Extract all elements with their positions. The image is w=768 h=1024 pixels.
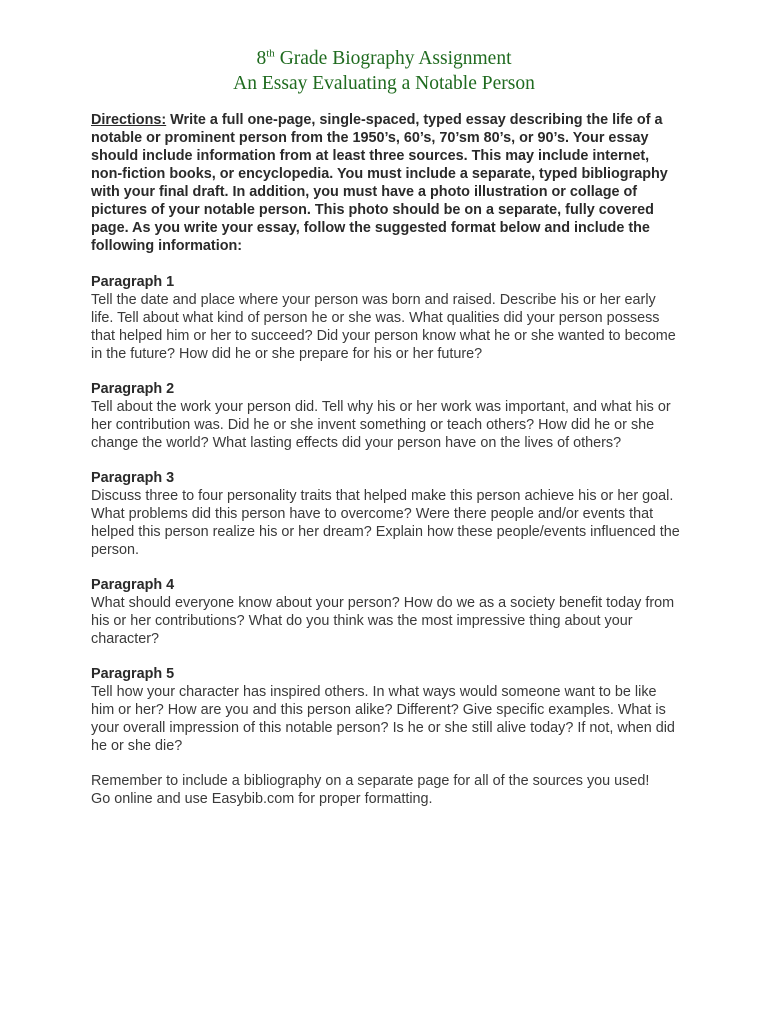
assignment-subtitle: An Essay Evaluating a Notable Person (233, 73, 535, 94)
title-text: Grade Biography Assignment (274, 48, 512, 69)
assignment-title (0, 46, 768, 71)
paragraph-body: Discuss three to four personality traits that helped make this person achieve his or her goal. What problems did this person have to overcome? Were there people and/or events that helped this person realize his or her dream? Explain how these people/events influenced the person. (91, 488, 680, 558)
directions-label: Directions: (91, 112, 167, 128)
paragraph-heading: Paragraph 3 (91, 470, 175, 486)
paragraph-heading: Paragraph 1 (91, 274, 175, 290)
paragraph-heading: Paragraph 4 (91, 577, 175, 593)
reminder-line-2: Go online and use Easybib.com for proper formatting. (91, 791, 433, 807)
grade-suffix: th (266, 47, 275, 60)
paragraph-heading: Paragraph 5 (91, 666, 175, 682)
paragraph-section-3 (91, 469, 681, 559)
paragraph-section-5 (91, 665, 681, 755)
paragraph-heading: Paragraph 2 (91, 381, 175, 397)
document-body (91, 111, 681, 808)
paragraph-section-2 (91, 380, 681, 452)
directions-block (91, 111, 681, 255)
paragraph-section-4 (91, 576, 681, 648)
paragraph-body: What should everyone know about your person? How do we as a society benefit today from his or her contributions? What do you think was the most impressive thing about your character? (91, 595, 675, 647)
bibliography-reminder (91, 772, 681, 808)
title-block (0, 46, 768, 96)
paragraph-body: Tell about the work your person did. Tell why his or her work was important, and what his or her contribution was. Did he or she invent something or teach others? How did he or she change the world? What lasting effects did your person have on the lives of others? (91, 399, 671, 451)
paragraph-body: Tell how your character has inspired others. In what ways would someone want to be like him or her? How are you and this person alike? Different? Give specific examples. What is your overall impression of this notable person? Is he or she still alive today? If not, when did he or she die? (91, 684, 675, 754)
paragraph-body: Tell the date and place where your person was born and raised. Describe his or her early life. Tell about what kind of person he or she was. What qualities did your person possess that helped him or her to succeed? Did your person know what he or she wanted to become in the future? How did he or she prepare for his or her future? (91, 292, 676, 362)
reminder-line-1: Remember to include a bibliography on a separate page for all of the sources you used! (91, 773, 650, 789)
grade-number: 8 (256, 48, 267, 69)
paragraph-section-1 (91, 273, 681, 363)
directions-text: Write a full one-page, single-spaced, typed essay describing the life of a notable or prominent person from the 1950’s, 60’s, 70’sm 80’s, or 90’s. Your essay should include information from at least three sources. This may include internet, non-fiction books, or encyclopedia. You must include a separate, typed bibliography with your final draft. In addition, you must have a photo illustration or collage of pictures of your notable person. This photo should be on a separate, fully covered page. As you write your essay, follow the suggested format below and include the following information: (91, 112, 668, 254)
